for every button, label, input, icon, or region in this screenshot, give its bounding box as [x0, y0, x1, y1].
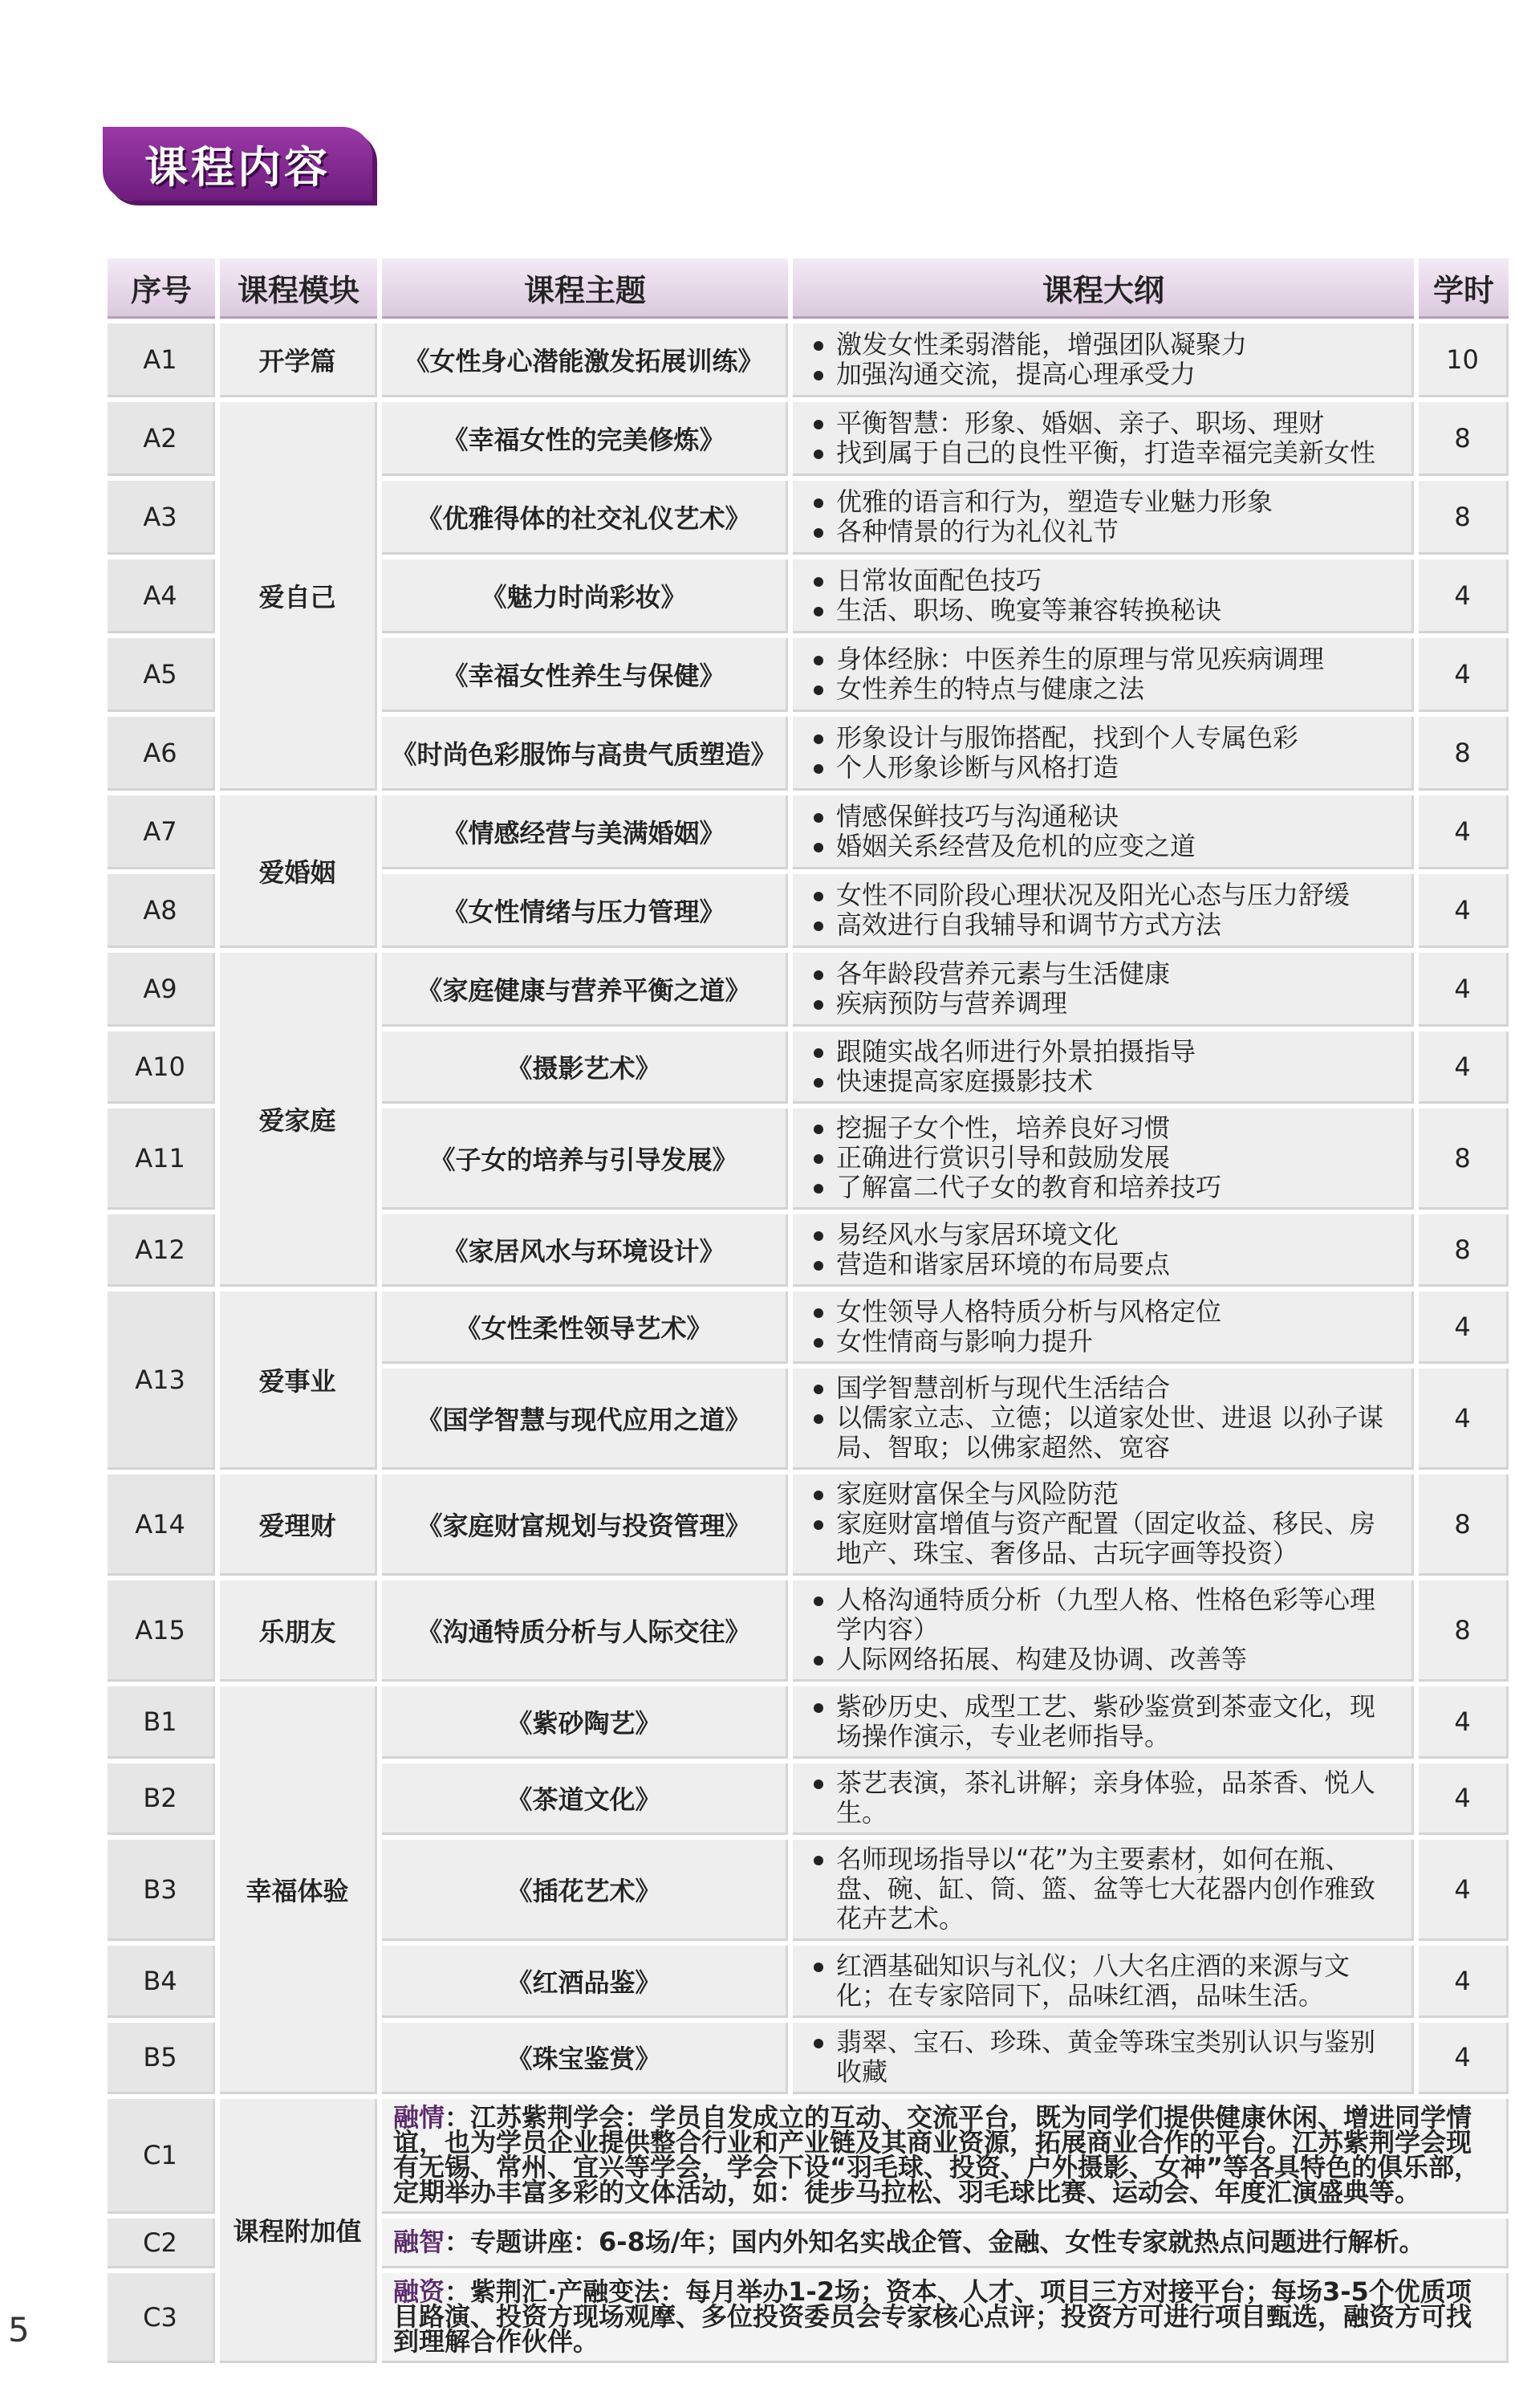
row-id: A13	[108, 1291, 215, 1470]
course-table	[103, 254, 1513, 2368]
row-id: A6	[108, 717, 215, 791]
outline-cell	[793, 559, 1414, 633]
outline-item: 翡翠、宝石、珍珠、黄金等珠宝类别认识与鉴别收藏	[810, 2028, 1399, 2087]
outline-cell	[793, 1369, 1414, 1470]
row-id: B2	[108, 1763, 215, 1835]
outline-cell	[793, 1840, 1414, 1941]
topic-cell: 《沟通特质分析与人际交往》	[382, 1580, 788, 1682]
outline-item: 高效进行自我辅导和调节方式方法	[810, 910, 1399, 940]
outline-cell	[793, 481, 1414, 555]
row-id: A2	[108, 402, 215, 476]
topic-cell: 《女性身心潜能激发拓展训练》	[382, 323, 788, 397]
module-cell: 课程附加值	[220, 2099, 377, 2363]
outline-cell	[793, 638, 1414, 712]
note-label: 融情	[393, 2102, 445, 2133]
outline-item: 正确进行赏识引导和鼓励发展	[810, 1143, 1399, 1173]
module-cell: 爱家庭	[220, 953, 377, 1287]
outline-item: 家庭财富保全与风险防范	[810, 1479, 1399, 1509]
hours-cell: 4	[1419, 1369, 1509, 1470]
note-cell	[382, 2273, 1509, 2363]
hours-cell: 4	[1419, 559, 1509, 633]
outline-item: 国学智慧剖析与现代生活结合	[810, 1373, 1399, 1403]
hours-cell: 4	[1419, 795, 1509, 869]
section-title-badge	[103, 127, 372, 201]
note-text: ：江苏紫荆学会：学员自发成立的互动、交流平台，既为同学们提供健康休闲、增进同学情谊，也为学员企业提供整合行业和产业链及其商业资源，拓展商业合作的平台。江苏紫荆学会现有无锡、常州、宜兴等学会，学会下设“羽毛球、投资、户外摄影、女神”等各具特色的俱乐部，定期举办丰富多彩的文体活动，如：徒步马拉松、羽毛球比赛、运动会、年度汇演盛典等。	[393, 2102, 1480, 2207]
topic-cell: 《情感经营与美满婚姻》	[382, 795, 788, 869]
outline-item: 各种情景的行为礼仪礼节	[810, 517, 1399, 547]
topic-cell: 《子女的培养与引导发展》	[382, 1108, 788, 1210]
hours-cell: 8	[1419, 1214, 1509, 1287]
outline-cell	[793, 1031, 1414, 1104]
outline-item: 跟随实战名师进行外景拍摄指导	[810, 1037, 1399, 1067]
outline-item: 个人形象诊断与风格打造	[810, 753, 1399, 783]
outline-item: 营造和谐家居环境的布局要点	[810, 1250, 1399, 1279]
outline-cell	[793, 874, 1414, 948]
row-id: C3	[108, 2273, 215, 2363]
outline-item: 优雅的语言和行为，塑造专业魅力形象	[810, 487, 1399, 517]
module-cell: 幸福体验	[220, 1686, 377, 2094]
table-row	[108, 402, 1509, 476]
outline-cell	[793, 1214, 1414, 1287]
hours-cell: 4	[1419, 874, 1509, 948]
row-id: A5	[108, 638, 215, 712]
hours-cell: 10	[1419, 323, 1509, 397]
outline-cell	[793, 1474, 1414, 1576]
hours-cell: 8	[1419, 1474, 1509, 1576]
outline-item: 了解富二代子女的教育和培养技巧	[810, 1173, 1399, 1202]
table-header-row	[108, 258, 1509, 319]
hours-cell: 4	[1419, 1686, 1509, 1759]
header-id: 序号	[108, 258, 215, 319]
row-id: A3	[108, 481, 215, 555]
note-label: 融资	[393, 2276, 445, 2307]
outline-item: 人际网络拓展、构建及协调、改善等	[810, 1645, 1399, 1674]
outline-item: 名师现场指导以“花”为主要素材，如何在瓶、盘、碗、缸、筒、篮、盆等七大花器内创作雅致花卉艺术。	[810, 1845, 1399, 1934]
row-id: B3	[108, 1840, 215, 1941]
topic-cell: 《紫砂陶艺》	[382, 1686, 788, 1759]
hours-cell: 8	[1419, 717, 1509, 791]
table-row	[108, 1474, 1509, 1576]
row-id: A7	[108, 795, 215, 869]
outline-cell	[793, 795, 1414, 869]
module-cell: 爱事业	[220, 1291, 377, 1470]
hours-cell: 8	[1419, 1580, 1509, 1682]
header-hours: 学时	[1419, 258, 1509, 319]
outline-item: 日常妆面配色技巧	[810, 566, 1399, 596]
topic-cell: 《家居风水与环境设计》	[382, 1214, 788, 1287]
outline-item: 激发女性柔弱潜能，增强团队凝聚力	[810, 330, 1399, 360]
row-id: A11	[108, 1108, 215, 1210]
outline-cell	[793, 1291, 1414, 1364]
row-id: A10	[108, 1031, 215, 1104]
row-id: A8	[108, 874, 215, 948]
outline-item: 家庭财富增值与资产配置（固定收益、移民、房地产、珠宝、奢侈品、古玩字画等投资）	[810, 1509, 1399, 1568]
outline-item: 人格沟通特质分析（九型人格、性格色彩等心理学内容）	[810, 1585, 1399, 1645]
table-row	[108, 1686, 1509, 1759]
outline-item: 加强沟通交流，提高心理承受力	[810, 360, 1399, 389]
row-id: A12	[108, 1214, 215, 1287]
hours-cell: 4	[1419, 1946, 1509, 2018]
hours-cell: 8	[1419, 402, 1509, 476]
topic-cell: 《优雅得体的社交礼仪艺术》	[382, 481, 788, 555]
hours-cell: 4	[1419, 953, 1509, 1027]
topic-cell: 《插花艺术》	[382, 1840, 788, 1941]
outline-item: 快速提高家庭摄影技术	[810, 1067, 1399, 1096]
outline-item: 茶艺表演，茶礼讲解；亲身体验，品茶香、悦人生。	[810, 1768, 1399, 1828]
topic-cell: 《红酒品鉴》	[382, 1946, 788, 2018]
outline-item: 平衡智慧：形象、婚姻、亲子、职场、理财	[810, 409, 1399, 438]
module-cell: 乐朋友	[220, 1580, 377, 1682]
outline-item: 易经风水与家居环境文化	[810, 1220, 1399, 1250]
row-id: C1	[108, 2099, 215, 2214]
row-id: A1	[108, 323, 215, 397]
outline-item: 以儒家立志、立德；以道家处世、进退 以孙子谋局、智取；以佛家超然、宽容	[810, 1403, 1399, 1462]
hours-cell: 4	[1419, 1763, 1509, 1835]
topic-cell: 《幸福女性养生与保健》	[382, 638, 788, 712]
outline-item: 身体经脉：中医养生的原理与常见疾病调理	[810, 645, 1399, 674]
table-row	[108, 795, 1509, 869]
header-module: 课程模块	[220, 258, 377, 319]
row-id: A15	[108, 1580, 215, 1682]
hours-cell: 4	[1419, 1031, 1509, 1104]
note-cell	[382, 2219, 1509, 2268]
table-row	[108, 953, 1509, 1027]
topic-cell: 《家庭财富规划与投资管理》	[382, 1474, 788, 1576]
table-row	[108, 2099, 1509, 2214]
outline-item: 情感保鲜技巧与沟通秘诀	[810, 802, 1399, 832]
topic-cell: 《家庭健康与营养平衡之道》	[382, 953, 788, 1027]
hours-cell: 4	[1419, 1291, 1509, 1364]
row-id: B4	[108, 1946, 215, 2018]
note-label: 融智	[393, 2227, 445, 2257]
outline-item: 各年龄段营养元素与生活健康	[810, 959, 1399, 989]
module-cell: 开学篇	[220, 323, 377, 397]
topic-cell: 《珠宝鉴赏》	[382, 2023, 788, 2094]
row-id: A9	[108, 953, 215, 1027]
outline-cell	[793, 402, 1414, 476]
note-text: ：紫荆汇·产融变法：每月举办1-2场；资本、人才、项目三方对接平台；每场3-5个优质项目路演、投资方现场观摩、多位投资委员会专家核心点评；投资方可进行项目甄选，融资方可找到理解合作伙伴。	[393, 2276, 1472, 2357]
outline-cell	[793, 1580, 1414, 1682]
table-row	[108, 323, 1509, 397]
section-title: 课程内容	[144, 141, 331, 193]
topic-cell: 《时尚色彩服饰与高贵气质塑造》	[382, 717, 788, 791]
row-id: B1	[108, 1686, 215, 1759]
outline-item: 女性情商与影响力提升	[810, 1327, 1399, 1357]
outline-cell	[793, 953, 1414, 1027]
outline-item: 紫砂历史、成型工艺、紫砂鉴赏到茶壶文化，现场操作演示，专业老师指导。	[810, 1692, 1399, 1751]
outline-item: 婚姻关系经营及危机的应变之道	[810, 832, 1399, 861]
note-text: ：专题讲座：6-8场/年；国内外知名实战企管、金融、女性专家就热点问题进行解析。	[445, 2227, 1425, 2257]
topic-cell: 《幸福女性的完美修炼》	[382, 402, 788, 476]
module-cell: 爱自己	[220, 402, 377, 791]
row-id: A4	[108, 559, 215, 633]
outline-item: 生活、职场、晚宴等兼容转换秘诀	[810, 596, 1399, 625]
outline-cell	[793, 323, 1414, 397]
table-row	[108, 1580, 1509, 1682]
outline-cell	[793, 1946, 1414, 2018]
outline-item: 女性不同阶段心理状况及阳光心态与压力舒缓	[810, 881, 1399, 910]
topic-cell: 《女性柔性领导艺术》	[382, 1291, 788, 1364]
hours-cell: 4	[1419, 1840, 1509, 1941]
outline-item: 红酒基础知识与礼仪；八大名庄酒的来源与文化；在专家陪同下，品味红酒，品味生活。	[810, 1951, 1399, 2011]
outline-item: 女性领导人格特质分析与风格定位	[810, 1297, 1399, 1327]
outline-item: 找到属于自己的良性平衡，打造幸福完美新女性	[810, 438, 1399, 468]
outline-cell	[793, 2023, 1414, 2094]
hours-cell: 4	[1419, 2023, 1509, 2094]
topic-cell: 《女性情绪与压力管理》	[382, 874, 788, 948]
table-row	[108, 1291, 1509, 1364]
outline-cell	[793, 717, 1414, 791]
topic-cell: 《国学智慧与现代应用之道》	[382, 1369, 788, 1470]
outline-item: 挖掘子女个性，培养良好习惯	[810, 1113, 1399, 1143]
hours-cell: 8	[1419, 481, 1509, 555]
hours-cell: 8	[1419, 1108, 1509, 1210]
outline-cell	[793, 1763, 1414, 1835]
row-id: C2	[108, 2219, 215, 2268]
note-cell	[382, 2099, 1509, 2214]
outline-item: 疾病预防与营养调理	[810, 989, 1399, 1019]
module-cell: 爱理财	[220, 1474, 377, 1576]
topic-cell: 《摄影艺术》	[382, 1031, 788, 1104]
outline-cell	[793, 1108, 1414, 1210]
outline-item: 女性养生的特点与健康之法	[810, 674, 1399, 704]
outline-item: 形象设计与服饰搭配，找到个人专属色彩	[810, 723, 1399, 753]
row-id: B5	[108, 2023, 215, 2094]
header-topic: 课程主题	[382, 258, 788, 319]
page-number: 5	[8, 2310, 30, 2349]
topic-cell: 《魅力时尚彩妆》	[382, 559, 788, 633]
module-cell: 爱婚姻	[220, 795, 377, 948]
outline-cell	[793, 1686, 1414, 1759]
row-id: A14	[108, 1474, 215, 1576]
hours-cell: 4	[1419, 638, 1509, 712]
topic-cell: 《茶道文化》	[382, 1763, 788, 1835]
header-outline: 课程大纲	[793, 258, 1414, 319]
